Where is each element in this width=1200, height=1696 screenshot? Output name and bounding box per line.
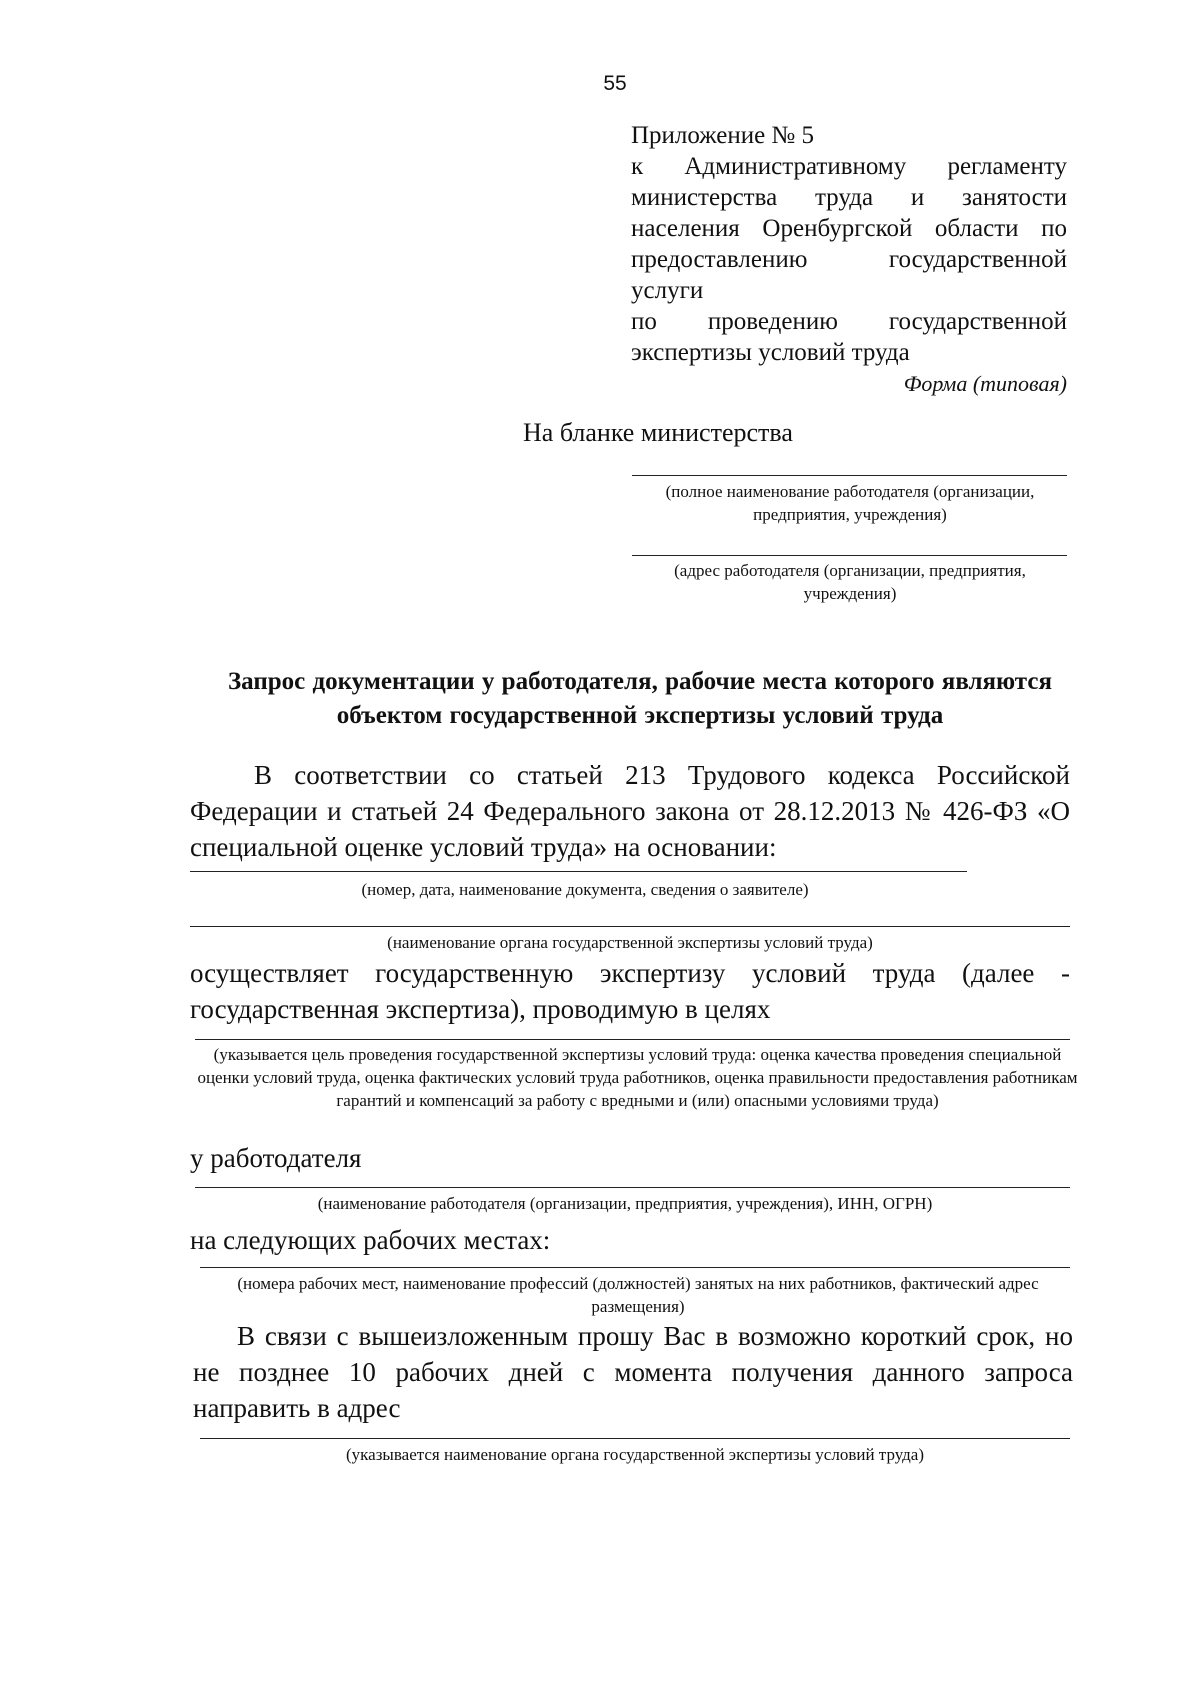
paragraph-3 — [193, 1318, 1073, 1426]
employer-caption: (наименование работодателя (организации, предприятия, учреждения), ИНН, ОГРН) — [317, 1194, 933, 1213]
workplaces-caption: (номера рабочих мест, наименование профессий (должностей) занятых на них работников, фактический адрес размещения) — [237, 1274, 1039, 1316]
para1-line-2: Федерации и статьей 24 Федерального закона от 28.12.2013 № 426-ФЗ «О — [190, 796, 1070, 826]
page-number: 55 — [603, 72, 627, 95]
paragraph-2 — [190, 955, 1070, 1027]
recipient-address-line[interactable] — [632, 555, 1067, 556]
workplaces-line[interactable] — [200, 1267, 1070, 1268]
para2-line-1: осуществляет государственную экспертизу условий труда (далее - — [190, 958, 1070, 988]
purpose-caption: (указывается цель проведения государственной экспертизы условий труда: оценка качества проведения специальной оценки условий труда, оценка фактических условий труда работников, оценка правильности предоставления работникам гарантий и компенсаций за работу с вредными и (или) опасными условиями труда) — [197, 1045, 1078, 1110]
annex-line-2: к Административному регламенту — [631, 153, 1067, 180]
form-type-label: Форма (типовая) — [903, 371, 1067, 396]
employer-line[interactable] — [195, 1187, 1070, 1188]
annex-line-5: предоставлению государственной услуги — [631, 246, 1067, 304]
annex-line-6: по проведению государственной — [631, 308, 1067, 335]
para1-line-3: специальной оценке условий труда» на основании: — [190, 832, 777, 862]
letterhead-note: На бланке министерства — [523, 418, 793, 447]
annex-line-3: министерства труда и занятости — [631, 184, 1067, 211]
basis-caption: (номер, дата, наименование документа, сведения о заявителе) — [361, 880, 809, 899]
annex-header — [631, 120, 1067, 368]
title-line-1: Запрос документации у работодателя, рабочие места которого являются — [227, 668, 1053, 695]
annex-line-7: экспертизы условий труда — [631, 339, 910, 366]
basis-line[interactable] — [190, 871, 967, 872]
address-organ-line[interactable] — [200, 1438, 1070, 1439]
title-line-2: объектом государственной экспертизы условий труда — [336, 702, 944, 729]
recipient-address-caption: (адрес работодателя (организации, предприятия, учреждения) — [674, 561, 1026, 603]
para2-line-2: государственная экспертиза), проводимую в целях — [190, 994, 771, 1024]
recipient-name-caption: (полное наименование работодателя (организации, предприятия, учреждения) — [665, 482, 1035, 524]
organ-caption: (наименование органа государственной экспертизы условий труда) — [387, 933, 873, 952]
purpose-line[interactable] — [195, 1039, 1070, 1040]
para3-line-1: В связи с вышеизложенным прошу Вас в возможно короткий срок, но — [237, 1321, 1073, 1351]
workplaces-label: на следующих рабочих местах: — [190, 1225, 551, 1255]
annex-line-1: Приложение № 5 — [631, 122, 815, 149]
para1-line-1: В соответствии со статьей 213 Трудового кодекса Российской — [254, 760, 1070, 790]
para3-line-2: не позднее 10 рабочих дней с момента получения данного запроса — [193, 1357, 1073, 1387]
employer-label: у работодателя — [190, 1143, 362, 1173]
recipient-name-line[interactable] — [632, 475, 1067, 476]
address-organ-caption: (указывается наименование органа государственной экспертизы условий труда) — [346, 1445, 924, 1464]
paragraph-1 — [190, 757, 1070, 865]
para3-line-3: направить в адрес — [193, 1393, 401, 1423]
document-title — [140, 665, 1140, 733]
organ-line[interactable] — [190, 926, 1070, 927]
annex-line-4: населения Оренбургской области по — [631, 215, 1067, 242]
